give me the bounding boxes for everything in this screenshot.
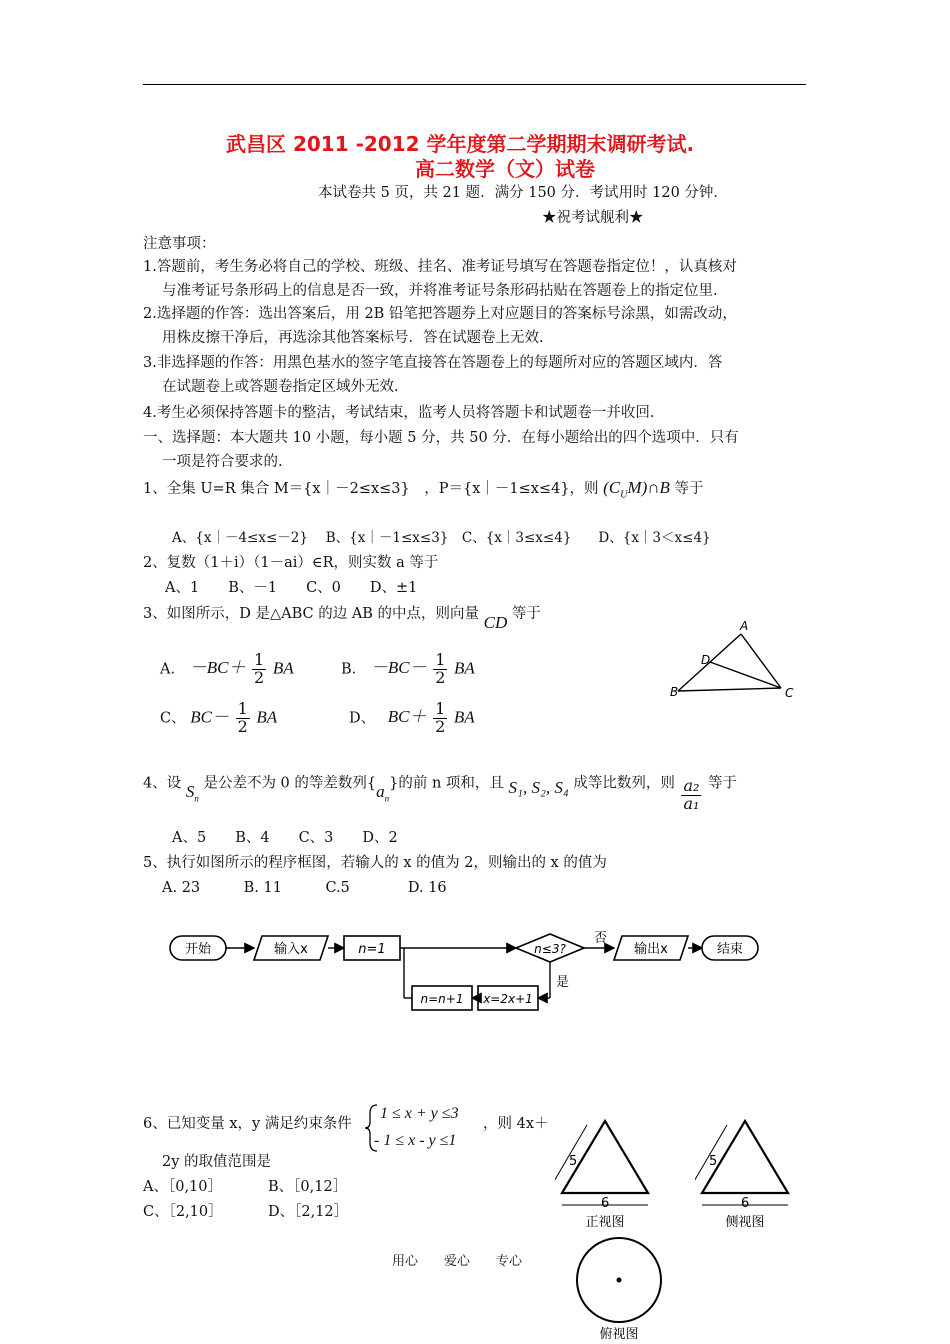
exam-wish: ★祝考试舰利★ [542,210,644,226]
svg-text:n=n+1: n=n+1 [420,992,464,1006]
q1-expression: $(C_UM)\cap B$ [603,478,670,501]
q3-option-b: B. －BC－ $\frac{1}{2}$ BA [341,650,475,687]
q2-stem: 2、复数（1＋i）（1－ai）∈R，则实数 a 等于 [143,555,439,571]
exam-info: 本试卷共 5 页，共 21 题．满分 150 分．考试用时 120 分钟． [318,185,728,201]
side-base-label: 6 [741,1196,750,1211]
header-rule [143,84,806,85]
side-view-label: 侧视图 [725,1215,765,1230]
top-view-label: 俯视图 [599,1327,639,1342]
q3-option-a: A. －BC＋ $\frac{1}{2}$ BA [160,650,294,687]
q6-stem-cont: 2y 的取值范围是 [162,1154,272,1170]
q6-option-d: D、［2,12］ [268,1204,349,1220]
side-view-figure [695,1115,795,1235]
svg-text:结束: 结束 [716,942,744,957]
triangle-median-cd [710,662,781,688]
exam-title: 武昌区 2011 -2012 学年度第二学期期末调研考试. [226,132,695,156]
label-c: C [785,686,794,700]
label-b: B [670,685,679,699]
front-view-label: 正视图 [585,1215,625,1230]
note-line: 1.答题前，考生务必将自己的学校、班级、挂名、准考证号填写在答题卷指定位！，认真核对 [143,259,737,275]
top-view-figure [560,1236,680,1344]
q3-vector: CD [483,613,508,632]
svg-text:输出x: 输出x [634,942,668,957]
svg-text:输入x: 输入x [274,942,308,957]
q6-constraint-1: 1 ≤ x + y ≤3 [380,1105,459,1122]
side-side-label: 5 [709,1154,718,1169]
svg-text:x=2x+1: x=2x+1 [483,992,533,1006]
note-line: 与准考证号条形码上的信息是否一致，并将准考证号条形码拈贴在答题卷上的指定位里. [162,283,718,299]
label-a: A [740,619,749,633]
front-side-label: 5 [569,1154,578,1169]
q5-flowchart [160,912,800,1024]
q6-constraint-2: - 1 ≤ x - y ≤1 [374,1132,457,1149]
front-view-figure [555,1115,655,1235]
note-line: 在试题卷上或答题卷指定区域外无效. [162,379,399,395]
q3-triangle-figure [668,618,803,703]
note-line: 2.选择题的作答：选出答案后，用 2B 铅笔把答题券上对应题目的答案标号涂黑，如需改动， [143,306,737,322]
q2-options: A、1 B、－1 C、0 D、±1 [165,580,418,596]
q6-option-b: B、［0,12］ [268,1179,348,1195]
notes-heading: 注意事项： [143,236,216,252]
page-footer: 用心 爱心 专心 [392,1254,523,1269]
q5-stem: 5、执行如图所示的程序框图，若输人的 x 的值为 2，则输出的 x 的值为 [143,855,607,871]
q4-options: A、5 B、4 C、3 D、2 [172,830,398,846]
note-line: 用株皮擦干净后，再选涂其他答案标号．答在试题卷上无效. [162,330,544,346]
svg-text:n≤3?: n≤3? [534,942,566,956]
q6-option-a: A、［0,10］ [143,1179,223,1195]
front-base-label: 6 [601,1196,610,1211]
triangle-side-ac [741,634,781,688]
section-heading: 一、选择题：本大题共 10 小题，每小题 5 分，共 50 分．在每小题给出的四个选项中．只有 [143,430,739,446]
svg-text:开始: 开始 [184,942,212,957]
q6-stem: 6、已知变量 x，y 满足约束条件 [143,1116,352,1132]
flow-yes-label: 是 [556,975,570,990]
section-heading-cont: 一项是符合要求的. [162,454,283,470]
q6-option-c: C、［2,10］ [143,1204,223,1220]
q3-option-c: C、 BC－ $\frac{1}{2}$ BA [160,699,278,736]
note-line: 4.考生必须保持答题卡的整洁，考试结束，监考人员将答题卡和试题卷一并收回. [143,405,655,421]
triangle-side-bc [678,688,781,691]
q6-stem-tail: ，则 4x＋ [483,1116,549,1132]
exam-subtitle: 高二数学（文）试卷 [415,157,595,181]
q5-options: A. 23 B. 11 C.5 D. 16 [162,880,447,896]
note-line: 3.非选择题的作答：用黑色基水的签字笔直接答在答题卷上的每题所对应的答题区域内．答 [143,355,723,371]
label-d: D [701,653,711,667]
q3-option-d: D、 BC＋ $\frac{1}{2}$ BA [349,699,475,736]
q4-stem: 4、设 $S_n$ 是公差不为 0 的等差数列$\{a_n\}$的前 n 项和，且 S₁, S₂, S₄ 成等比数列，则 $\frac{\text{a₂}}{\text{a₁}}$ 等于 [143,775,738,813]
svg-text:n=1: n=1 [358,942,386,957]
flow-no-label: 否 [594,931,608,946]
q1-options: A、{x｜－4≤x≤－2} B、{x｜－1≤x≤3} C、{x｜3≤x≤4} D、{x｜3＜x≤4} [172,530,711,546]
q1-stem: 1、全集 U=R 集合 M＝{x｜－2≤x≤3} ，P＝{x｜－1≤x≤4}，则 $(C_UM)\cap B$ 等于 [143,478,704,501]
q3-stem: 3、如图所示，D 是△ABC 的边 AB 的中点，则向量 CD 等于 [143,606,541,632]
